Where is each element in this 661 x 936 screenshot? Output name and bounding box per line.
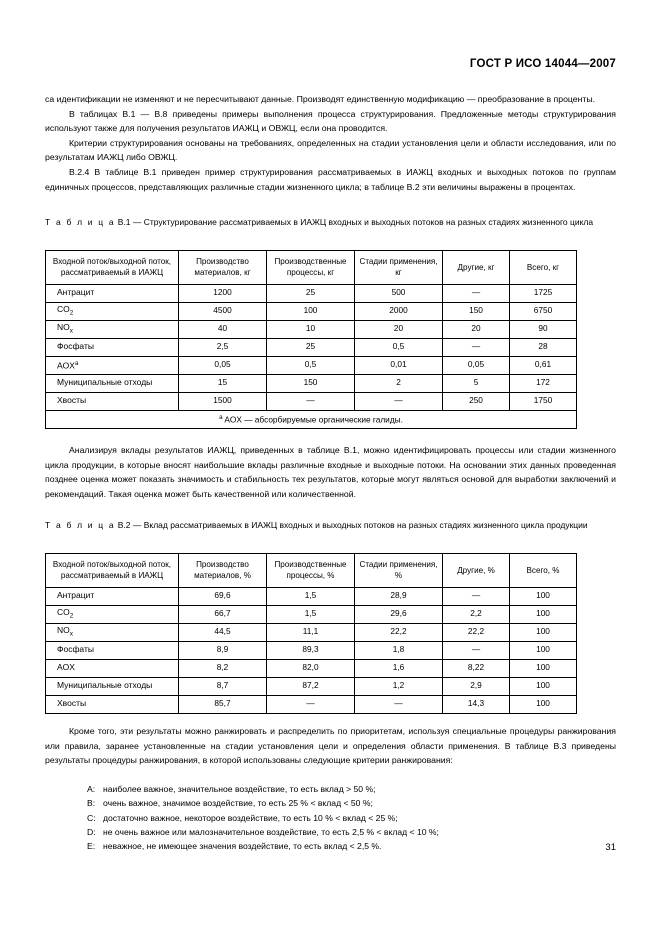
criteria-text: неважное, не имеющее значения воздействие, то есть вклад < 2,5 %. bbox=[103, 841, 382, 852]
table-b1 bbox=[45, 250, 577, 429]
criteria-text: не очень важное или малозначительное воздействие, то есть 2,5 % < вклад < 10 %; bbox=[103, 826, 439, 837]
table-b2-cell: 8,7 bbox=[179, 677, 267, 695]
table-b2-cell: 82,0 bbox=[267, 659, 355, 677]
table-b1-cell: 6750 bbox=[510, 302, 577, 320]
table-b1-cell: 1750 bbox=[510, 392, 577, 410]
table-b2-cell: 1,5 bbox=[267, 605, 355, 623]
criteria-list bbox=[45, 782, 616, 853]
table-row bbox=[46, 392, 577, 410]
table-b1-cell: 20 bbox=[443, 320, 510, 338]
table-b1-cell: 2000 bbox=[355, 302, 443, 320]
formula-subscript: x bbox=[69, 630, 73, 638]
table-row bbox=[46, 356, 577, 374]
analysis-paragraph bbox=[45, 443, 616, 501]
footnote-text: AOX — абсорбируемые органические галиды. bbox=[224, 414, 403, 425]
table-b2-cell: 100 bbox=[510, 605, 577, 623]
table-b1-row-label bbox=[46, 302, 179, 320]
criteria-key: D: bbox=[87, 826, 96, 837]
table-b2-col-header-1: Производство материалов, % bbox=[179, 554, 267, 588]
table-b1-wrapper bbox=[45, 250, 577, 429]
table-b1-cell: 2 bbox=[355, 374, 443, 392]
table-b1-cell: 172 bbox=[510, 374, 577, 392]
table-row bbox=[46, 587, 577, 605]
table-b2-cell: 100 bbox=[510, 641, 577, 659]
table-b1-cell: 0,05 bbox=[179, 356, 267, 374]
table-b2-row-label bbox=[46, 623, 179, 641]
criteria-text: наиболее важное, значительное воздействие, то есть вклад > 50 %; bbox=[103, 784, 376, 794]
ranking-paragraph bbox=[45, 724, 616, 768]
formula-subscript: 2 bbox=[69, 612, 74, 620]
table-b2-cell: 44,5 bbox=[179, 623, 267, 641]
table-b1-cell: 10 bbox=[267, 320, 355, 338]
table-b2-cell: 8,22 bbox=[443, 659, 510, 677]
table-b1-cell: 0,5 bbox=[355, 338, 443, 356]
table-b1-col-header-3: Стадии применения, кг bbox=[355, 251, 443, 285]
table-b1-cell: 40 bbox=[179, 320, 267, 338]
paragraph-3: Критерии структурирования основаны на требованиях, определенных на стадии установления цели и области исследования, или по результатам ИАЖЦ либо ОВЖЦ. bbox=[45, 137, 616, 163]
list-item bbox=[45, 839, 616, 853]
table-b2-cell: 100 bbox=[510, 695, 577, 713]
table-row bbox=[46, 338, 577, 356]
list-item bbox=[45, 825, 616, 839]
table-b2-cell: 1,5 bbox=[267, 587, 355, 605]
table-b1-cell: 5 bbox=[443, 374, 510, 392]
table-b1-row-label: Муниципальные отходы bbox=[46, 374, 179, 392]
table-b1-row-label bbox=[46, 356, 179, 374]
paragraph-4: B.2.4 В таблице B.1 приведен пример структурирования рассматриваемых в ИАЖЦ входных и выходных потоков по группам единичных процессов, представляющих различные стадии жизненного цикла; в таблице B.2 эти величины выражены в процентах. bbox=[45, 166, 616, 192]
table-b2-cell: 14,3 bbox=[443, 695, 510, 713]
table-b2 bbox=[45, 553, 577, 714]
table-b1-cell: 150 bbox=[267, 374, 355, 392]
table-b1-col-header-0: Входной поток/выходной поток, рассматриваемый в ИАЖЦ bbox=[46, 251, 179, 285]
table-b2-cell: 89,3 bbox=[267, 641, 355, 659]
table-b2-col-header-2: Производственные процессы, % bbox=[267, 554, 355, 588]
table-b1-row-label bbox=[46, 320, 179, 338]
criteria-key: B: bbox=[87, 798, 96, 809]
table-b1-cell: — bbox=[443, 284, 510, 302]
table-b2-row-label: Фосфаты bbox=[46, 641, 179, 659]
table-b2-header-row bbox=[46, 554, 577, 588]
table-b2-cell: 100 bbox=[510, 587, 577, 605]
table-b2-row-label: Муниципальные отходы bbox=[46, 677, 179, 695]
table-b1-cell: — bbox=[267, 392, 355, 410]
table-b1-footnote-row bbox=[46, 410, 577, 428]
table-b2-cell: 100 bbox=[510, 677, 577, 695]
formula-subscript: 2 bbox=[69, 309, 74, 317]
table-b1-caption bbox=[45, 216, 616, 230]
table-b2-col-header-4: Другие, % bbox=[443, 554, 510, 588]
table-b1-cell: 0,61 bbox=[510, 356, 577, 374]
table-b1-cell: 2,5 bbox=[179, 338, 267, 356]
intro-paragraphs bbox=[45, 92, 616, 194]
table-b1-cell: 500 bbox=[355, 284, 443, 302]
table-b1-col-header-4: Другие, кг bbox=[443, 251, 510, 285]
table-row bbox=[46, 302, 577, 320]
table-b2-row-label: Антрацит bbox=[46, 587, 179, 605]
table-b2-cell: — bbox=[267, 695, 355, 713]
criteria-list-wrapper bbox=[45, 782, 616, 853]
table-row bbox=[46, 320, 577, 338]
table-b2-cell: 66,7 bbox=[179, 605, 267, 623]
list-item bbox=[45, 796, 616, 810]
criteria-key: C: bbox=[87, 812, 96, 823]
table-b1-cell: 15 bbox=[179, 374, 267, 392]
list-item bbox=[45, 811, 616, 825]
table-b1-cell: 100 bbox=[267, 302, 355, 320]
table-b2-cell: 8,9 bbox=[179, 641, 267, 659]
table-b1-row-label: Фосфаты bbox=[46, 338, 179, 356]
table-b1-cell: 28 bbox=[510, 338, 577, 356]
table-b1-cell: 1725 bbox=[510, 284, 577, 302]
table-b1-cell: 90 bbox=[510, 320, 577, 338]
table-b1-row-label: Антрацит bbox=[46, 284, 179, 302]
table-row bbox=[46, 284, 577, 302]
table-row bbox=[46, 659, 577, 677]
table-b2-row-label: AOX bbox=[46, 659, 179, 677]
table-b2-col-header-5: Всего, % bbox=[510, 554, 577, 588]
table-b2-cell: — bbox=[443, 587, 510, 605]
table-b1-cell: 20 bbox=[355, 320, 443, 338]
table-b1-cell: 4500 bbox=[179, 302, 267, 320]
table-b2-cell: 1,2 bbox=[355, 677, 443, 695]
table-b1-cell: 1500 bbox=[179, 392, 267, 410]
table-b2-col-header-3: Стадии применения, % bbox=[355, 554, 443, 588]
table-b2-cell: 8,2 bbox=[179, 659, 267, 677]
formula-subscript: x bbox=[69, 327, 73, 335]
footnote-marker: a bbox=[74, 360, 79, 368]
table-b1-col-header-1: Производство материалов, кг bbox=[179, 251, 267, 285]
table-b1-footnote bbox=[46, 410, 577, 428]
table-b2-cell: 22,2 bbox=[443, 623, 510, 641]
formula-base: NO bbox=[57, 321, 70, 332]
table-b1-cell: — bbox=[355, 392, 443, 410]
table-b2-cell: 22,2 bbox=[355, 623, 443, 641]
criteria-key: A: bbox=[87, 784, 96, 794]
table-b2-cell: 87,2 bbox=[267, 677, 355, 695]
table-b1-cell: 1200 bbox=[179, 284, 267, 302]
table-b2-row-label: Хвосты bbox=[46, 695, 179, 713]
paragraph-1: са идентификации не изменяют и не пересчитывают данные. Производят единственную модификацию — преобразование в проценты. bbox=[45, 94, 596, 104]
paragraph-2: В таблицах B.1 — B.8 приведены примеры выполнения процесса структурирования. Предложенные методы структурирования используют также для получения результатов ИАЖЦ и ОВЖЦ, если она проводится. bbox=[45, 108, 616, 134]
table-row bbox=[46, 374, 577, 392]
table-b1-cell: 250 bbox=[443, 392, 510, 410]
table-b2-cell: 1,8 bbox=[355, 641, 443, 659]
table-b2-cell: 85,7 bbox=[179, 695, 267, 713]
table-b2-col-header-0: Входной поток/выходной поток, рассматриваемый в ИАЖЦ bbox=[46, 554, 179, 588]
criteria-text: очень важное, значимое воздействие, то есть 25 % < вклад < 50 %; bbox=[103, 798, 373, 809]
table-b2-cell: 1,6 bbox=[355, 659, 443, 677]
table-row bbox=[46, 623, 577, 641]
table-b2-cell: 2,2 bbox=[443, 605, 510, 623]
table-b1-col-header-2: Производственные процессы, кг bbox=[267, 251, 355, 285]
table-b2-cell: — bbox=[443, 641, 510, 659]
footnote-marker: a bbox=[219, 414, 223, 422]
table-b1-col-header-5: Всего, кг bbox=[510, 251, 577, 285]
table-b1-cell: 150 bbox=[443, 302, 510, 320]
criteria-text: достаточно важное, некоторое воздействие, то есть 10 % < вклад < 25 %; bbox=[103, 812, 398, 823]
paragraph-5: Анализируя вклады результатов ИАЖЦ, приведенных в таблице B.1, можно идентифицировать процессы или стадии жизненного цикла продукции, в которые вносят наибольшие вклады различные входные и выходные потоки. На основании этих данных проведенная позднее оценка может показать значимость и стабильность тех результатов, которые могут являться основой для выработки заключений и рекомендаций. Такая оценка может быть качественной или количественной. bbox=[45, 445, 616, 499]
formula-base: AOX bbox=[57, 360, 75, 371]
table-b2-row-label bbox=[46, 605, 179, 623]
table-b2-wrapper bbox=[45, 553, 577, 714]
table-b2-cell: 2,9 bbox=[443, 677, 510, 695]
table-b1-cell: 0,05 bbox=[443, 356, 510, 374]
table-b1-caption-text: B.1 — Структурирование рассматриваемых в ИАЖЦ входных и выходных потоков на разных стадиях жизненного цикла bbox=[115, 217, 594, 227]
table-b1-row-label: Хвосты bbox=[46, 392, 179, 410]
table-b2-caption bbox=[45, 519, 616, 533]
paragraph-6: Кроме того, эти результаты можно ранжировать и распределить по приоритетам, используя специальные процедуры ранжирования или правила, заранее установленные на стадии установления цели и определения области применения. В таблице B.3 приведены результаты процедуры ранжирования, в которой использованы следующие критерии ранжирования: bbox=[45, 726, 616, 766]
table-b2-cell: 11,1 bbox=[267, 623, 355, 641]
table-b1-cell: 0,5 bbox=[267, 356, 355, 374]
formula-base: NO bbox=[57, 624, 70, 635]
table-b1-cell: — bbox=[443, 338, 510, 356]
list-item bbox=[45, 782, 616, 796]
table-b2-cell: 100 bbox=[510, 659, 577, 677]
table-b1-header-row bbox=[46, 251, 577, 285]
table-row bbox=[46, 677, 577, 695]
table-row bbox=[46, 605, 577, 623]
formula-base: CO bbox=[57, 606, 70, 617]
table-b1-cell: 0,01 bbox=[355, 356, 443, 374]
table-b2-caption-label: Т а б л и ц а bbox=[45, 520, 116, 530]
criteria-key: E: bbox=[87, 841, 96, 852]
table-b1-cell: 25 bbox=[267, 338, 355, 356]
table-b2-caption-text: B.2 — Вклад рассматриваемых в ИАЖЦ входных и выходных потоков на разных стадиях жизненного цикла продукции bbox=[115, 520, 588, 530]
table-b1-caption-label: Т а б л и ц а bbox=[45, 217, 116, 227]
table-b2-cell: — bbox=[355, 695, 443, 713]
table-b2-cell: 29,6 bbox=[355, 605, 443, 623]
table-row bbox=[46, 695, 577, 713]
table-b2-cell: 69,6 bbox=[179, 587, 267, 605]
table-b2-cell: 28,9 bbox=[355, 587, 443, 605]
page-number: 31 bbox=[605, 842, 616, 853]
formula-base: CO bbox=[57, 303, 70, 314]
table-row bbox=[46, 641, 577, 659]
table-b2-cell: 100 bbox=[510, 623, 577, 641]
table-b1-cell: 25 bbox=[267, 284, 355, 302]
standard-header: ГОСТ Р ИСО 14044—2007 bbox=[469, 58, 616, 70]
